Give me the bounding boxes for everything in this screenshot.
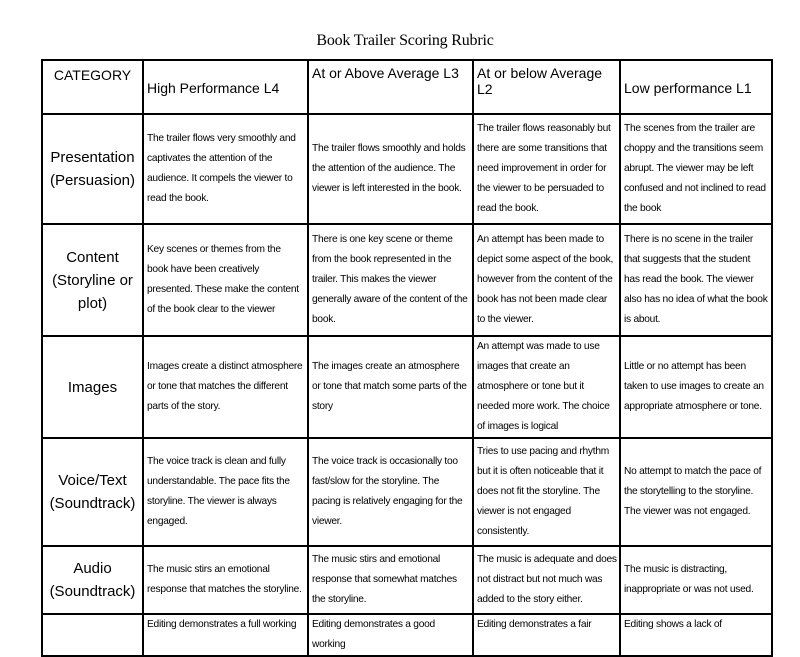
header-level-3: At or Above Average L3 <box>308 60 473 114</box>
table-row <box>42 224 772 336</box>
level-2-cell: An attempt was made to use images that create an atmosphere or tone but it needed more work. The choice of images is logical <box>473 336 620 438</box>
level-4-cell: The voice track is clean and fully understandable. The pace fits the storyline. The viewer is always engaged. <box>143 438 308 546</box>
level-1-cell: No attempt to match the pace of the storytelling to the storyline. The viewer was not engaged. <box>620 438 772 546</box>
level-3-cell: The voice track is occasionally too fast/slow for the storyline. The pacing is relatively engaging for the viewer. <box>308 438 473 546</box>
table-row <box>42 546 772 614</box>
header-category: CATEGORY <box>42 60 143 114</box>
level-4-cell: Images create a distinct atmosphere or tone that matches the different parts of the story. <box>143 336 308 438</box>
category-cell: Audio (Soundtrack) <box>42 546 143 614</box>
table-row <box>42 614 772 656</box>
table-row <box>42 336 772 438</box>
level-2-cell: An attempt has been made to depict some aspect of the book, however from the content of the book has not been made clear to the viewer. <box>473 224 620 336</box>
level-3-cell: The images create an atmosphere or tone that match some parts of the story <box>308 336 473 438</box>
level-3-cell: There is one key scene or theme from the book represented in the trailer. This makes the viewer generally aware of the content of the book. <box>308 224 473 336</box>
level-1-cell: The music is distracting, inappropriate or was not used. <box>620 546 772 614</box>
level-3-cell: The music stirs and emotional response that somewhat matches the storyline. <box>308 546 473 614</box>
level-3-cell: Editing demonstrates a good working <box>308 614 473 656</box>
category-cell: Content (Storyline or plot) <box>42 224 143 336</box>
level-4-cell: Key scenes or themes from the book have been creatively presented. These make the content of the book clear to the viewer <box>143 224 308 336</box>
level-2-cell: The music is adequate and does not distract but not much was added to the story either. <box>473 546 620 614</box>
level-1-cell: Little or no attempt has been taken to use images to create an appropriate atmosphere or tone. <box>620 336 772 438</box>
category-cell: Images <box>42 336 143 438</box>
level-3-cell: The trailer flows smoothly and holds the attention of the audience. The viewer is left interested in the book. <box>308 114 473 224</box>
level-1-cell: There is no scene in the trailer that suggests that the student has read the book. The viewer also has no idea of what the book is about. <box>620 224 772 336</box>
level-4-cell: Editing demonstrates a full working <box>143 614 308 656</box>
header-row <box>42 60 772 114</box>
header-level-4: High Performance L4 <box>143 60 308 114</box>
table-row <box>42 114 772 224</box>
level-4-cell: The trailer flows very smoothly and captivates the attention of the audience. It compels the viewer to read the book. <box>143 114 308 224</box>
rubric-table <box>41 59 773 657</box>
level-1-cell: The scenes from the trailer are choppy and the transitions seem abrupt. The viewer may be left confused and not inclined to read the book <box>620 114 772 224</box>
page-title: Book Trailer Scoring Rubric <box>316 32 494 49</box>
table-row <box>42 438 772 546</box>
level-1-cell: Editing shows a lack of <box>620 614 772 656</box>
level-2-cell: Tries to use pacing and rhythm but it is often noticeable that it does not fit the storyline. The viewer is not engaged consistently. <box>473 438 620 546</box>
level-2-cell: The trailer flows reasonably but there are some transitions that need improvement in order for the viewer to be persuaded to read the book. <box>473 114 620 224</box>
header-level-1: Low performance L1 <box>620 60 772 114</box>
category-cell <box>42 614 143 656</box>
level-4-cell: The music stirs an emotional response that matches the storyline. <box>143 546 308 614</box>
level-2-cell: Editing demonstrates a fair <box>473 614 620 656</box>
header-level-2: At or below Average L2 <box>473 60 620 114</box>
category-cell: Presentation (Persuasion) <box>42 114 143 224</box>
category-cell: Voice/Text (Soundtrack) <box>42 438 143 546</box>
